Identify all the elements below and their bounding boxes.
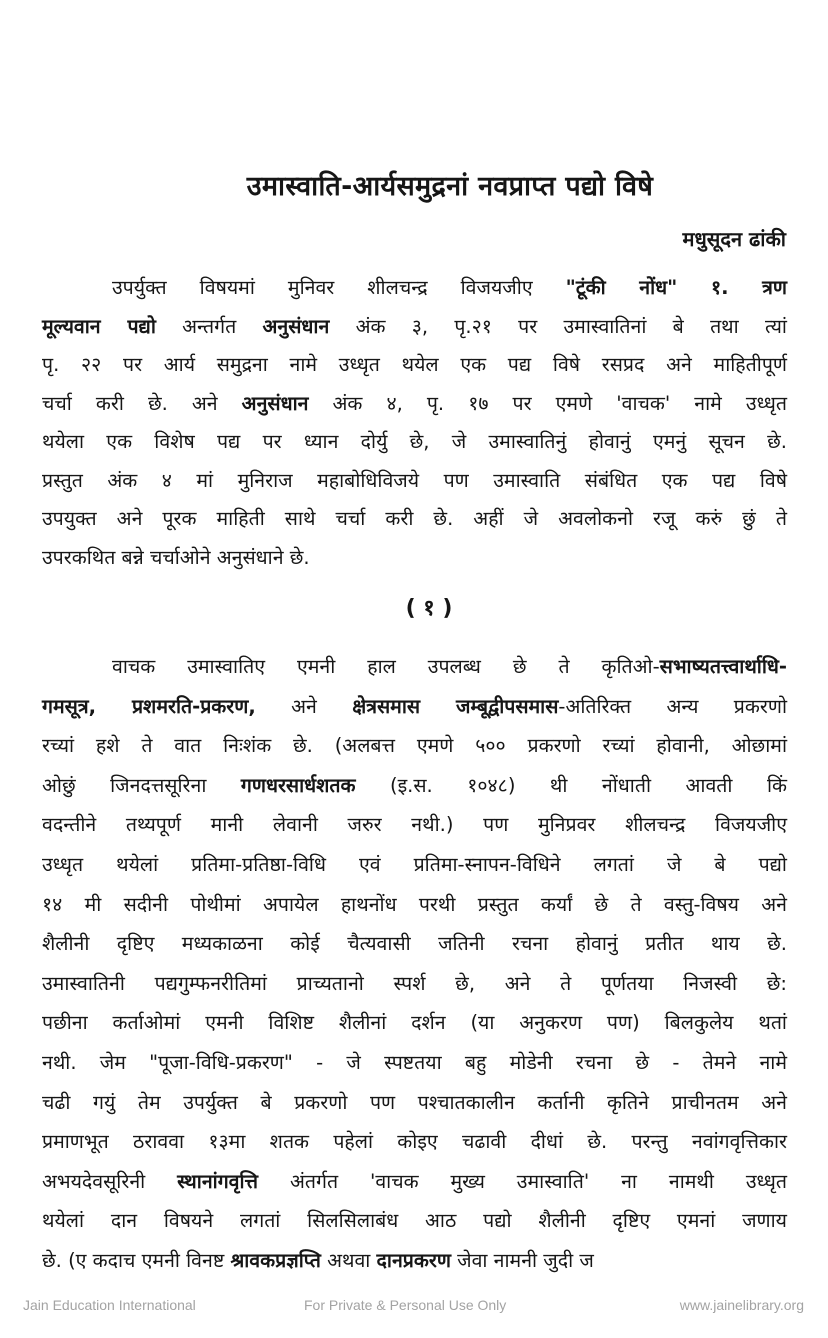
text-line — [42, 308, 787, 346]
bold-term: "टूंकी नोंध" १. त्रण — [565, 276, 787, 299]
bold-term: श्रावकप्रज्ञप्ति — [230, 1249, 321, 1272]
text-run: अंतर्गत 'वाचक मुख्य उमास्वाति' ना नामथी उध्धृत — [258, 1169, 787, 1193]
text-run: उमास्वातिनी पद्यगुम्फनरीतिमां प्राच्यतानो स्पर्श छे, अने ते पूर्णतया निजस्वी छे: — [42, 971, 787, 995]
text-line — [42, 423, 787, 461]
text-run: उपरकथित बन्ने चर्चाओने अनुसंधाने छे. — [42, 545, 310, 569]
text-run: प्रमाणभूत ठराववा १३मा शतक पहेलां कोइए चढावी दीधां छे. परन्तु नवांगवृत्तिकार — [42, 1130, 787, 1154]
text-run: ओछुं जिनदत्तसूरिना — [42, 773, 241, 797]
text-run: (इ.स. १०४८) थी नोंधाती आवती किं — [355, 773, 787, 797]
text-run: अंक ३, पृ.२१ पर उमास्वातिनां बे तथा त्यां — [329, 314, 787, 338]
text-line — [42, 767, 787, 805]
text-run: वाचक उमास्वातिए एमनी हाल उपलब्ध छे ते कृतिओ- — [112, 655, 660, 678]
text-line — [42, 806, 787, 844]
text-line — [42, 886, 787, 924]
bold-term: दानप्रकरण — [376, 1249, 451, 1272]
text-line — [42, 1202, 787, 1240]
text-run: प्रस्तुत अंक ४ मां मुनिराज महाबोधिविजये पण उमास्वाति संबंधित एक पद्य विषे — [42, 468, 787, 492]
bold-term: गणधरसार्धशतक — [240, 773, 356, 797]
text-line — [42, 688, 787, 726]
text-line — [42, 1242, 787, 1280]
text-run: अन्तर्गत — [155, 314, 263, 338]
text-line — [42, 846, 787, 884]
bold-term: सभाष्यतत्त्वार्थाधि- — [659, 655, 787, 678]
text-run: छे. (ए कदाच एमनी विनष्ट — [42, 1249, 231, 1272]
footer-website-link[interactable]: www.jainelibrary.org — [679, 1297, 804, 1313]
text-run: पछीना कर्ताओमां एमनी विशिष्ट शैलीनां दर्शन (या अनुकरण पण) बिलकुलेय थतां — [42, 1011, 787, 1035]
bold-term: अनुसंधान — [241, 391, 309, 415]
text-run: १४ मी सदीनी पोथीमां अपायेल हाथनोंध परथी प्रस्तुत कर्यां छे ते वस्तु-विषय अने — [42, 892, 787, 916]
text-run: पृ. २२ पर आर्य समुद्रना नामे उध्धृत थयेल एक पद्य विषे रसप्रद अने माहितीपूर्ण — [42, 353, 787, 376]
text-line — [42, 462, 787, 500]
text-run: उध्धृत थयेलां प्रतिमा-प्रतिष्ठा-विधि एवं प्रतिमा-स्नापन-विधिने लगतां जे बे पद्यो — [42, 853, 787, 876]
bold-term: मूल्यवान पद्यो — [42, 314, 156, 338]
text-line — [42, 1123, 787, 1161]
text-line — [42, 1163, 787, 1201]
text-run: थयेलां दान विषयने लगतां सिलसिलाबंध आठ पद्यो शैलीनी दृष्टिए एमनां जणाय — [42, 1209, 787, 1233]
text-line — [42, 346, 787, 384]
text-run: शैलीनी दृष्टिए मध्यकाळना कोई चैत्यवासी जतिनी रचना होवानुं प्रतीत थाय छे. — [42, 932, 787, 956]
text-line — [42, 385, 787, 423]
text-run: अथवा — [320, 1249, 377, 1272]
text-run: थयेला एक विशेष पद्य पर ध्यान दोर्यु छे, जे उमास्वातिनुं होवानुं एमनुं सूचन छे. — [42, 430, 787, 453]
text-line — [42, 727, 787, 765]
text-line — [42, 500, 787, 538]
section-number: ( १ ) — [405, 596, 453, 621]
footer-publisher: Jain Education International — [23, 1297, 196, 1313]
text-line — [42, 965, 787, 1003]
text-run: अने — [255, 694, 353, 718]
text-run: -अतिरिक्त अन्य प्रकरणो — [558, 694, 788, 718]
text-run: उपयुक्त अने पूरक माहिती साथे चर्चा करी छे. अहीं जे अवलोकनो रजू करुं छुं ते — [42, 507, 787, 530]
text-run: वदन्तीने तथ्यपूर्ण मानी लेवानी जरुर नथी.) पण मुनिप्रवर शीलचन्द्र विजयजीए — [42, 813, 787, 837]
text-run: नथी. जेम "पूजा-विधि-प्रकरण" - जे स्पष्टतया बहु मोडेनी रचना छे - तेमने नामे — [42, 1051, 787, 1074]
text-run: चढी गयुं तेम उपर्युक्त बे प्रकरणो पण पश्चातकालीन कर्तानी कृतिने प्राचीनतम अने — [42, 1090, 787, 1114]
bold-term: अनुसंधान — [262, 314, 330, 338]
text-line — [42, 1084, 787, 1122]
text-line — [42, 1004, 787, 1042]
author-name: मधुसूदन ढांकी — [682, 227, 786, 251]
bold-term: क्षेत्रसमास जम्बूद्वीपसमास — [352, 694, 559, 718]
text-line — [42, 925, 787, 963]
footer-usage-notice: For Private & Personal Use Only — [304, 1297, 507, 1313]
text-line — [42, 648, 787, 686]
text-run: अभयदेवसूरिनी — [42, 1169, 178, 1193]
text-line — [42, 269, 787, 307]
bold-term: गमसूत्र, प्रशमरति-प्रकरण, — [42, 694, 256, 718]
bold-term: स्थानांगवृत्ति — [177, 1169, 259, 1193]
text-line — [42, 539, 787, 577]
text-run: उपर्युक्त विषयमां मुनिवर शीलचन्द्र विजयजीए — [112, 276, 566, 299]
text-line — [42, 1044, 787, 1082]
page-title: उमास्वाति-आर्यसमुद्रनां नवप्राप्त पद्यो विषे — [246, 171, 654, 202]
text-run: चर्चा करी छे. अने — [42, 391, 242, 415]
text-run: रच्यां हशे ते वात निःशंक छे. (अलबत्त एमणे ५०० प्रकरणो रच्यां होवानी, ओछामां — [42, 734, 787, 758]
text-run: जेवा नामनी जुदी ज — [450, 1249, 594, 1272]
text-run: अंक ४, पृ. १७ पर एमणे 'वाचक' नामे उध्धृत — [308, 391, 788, 415]
